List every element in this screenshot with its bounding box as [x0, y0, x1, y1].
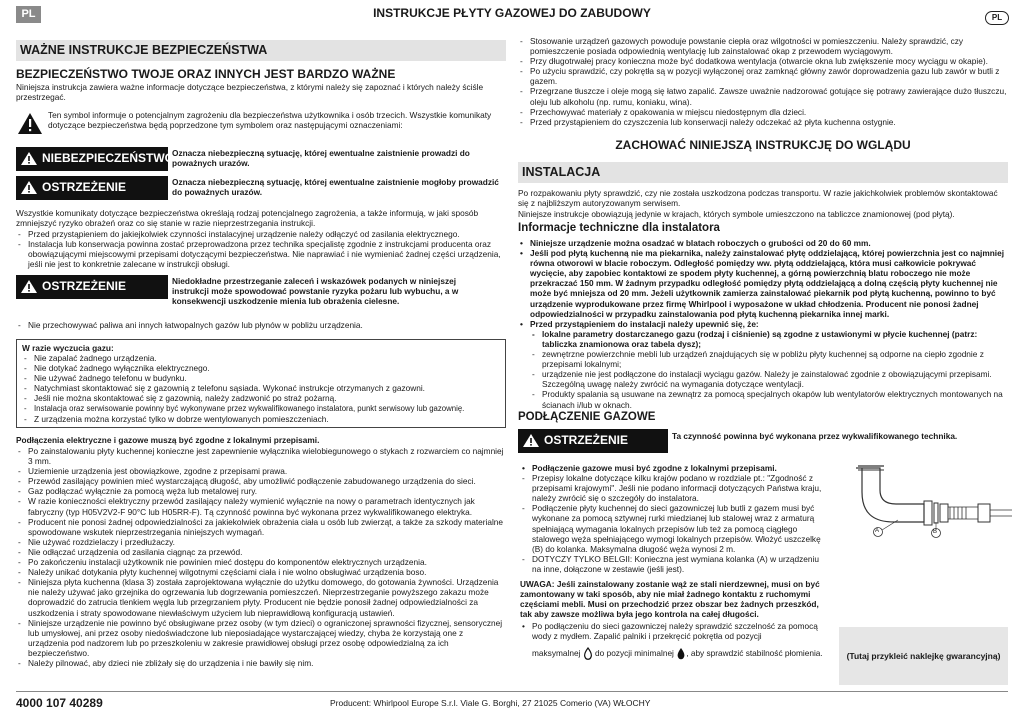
checklist [530, 329, 1008, 410]
list-item: - Uziemienie urządzenia jest obowiązkowe, zgodne z przepisami prawa. [16, 466, 506, 476]
list-item: - Nie używać rozdzielaczy i przedłużaczy. [16, 537, 506, 547]
list-item: - Z urządzenia można korzystać tylko w dobrze wentylowanych pomieszczeniach. [22, 414, 500, 424]
document-code: 4000 107 40289 [16, 696, 103, 710]
keep-instructions-heading: ZACHOWAĆ NINIEJSZĄ INSTRUKCJĘ DO WGLĄDU [615, 138, 911, 152]
danger-label-text: NIEBEZPIECZEŃSTWO [42, 151, 175, 165]
list-item: - Należy pilnować, aby dzieci nie zbliżały się do urządzenia i nie bawiły się nim. [16, 658, 506, 668]
leak-test-end: , aby sprawdzić stabilność płomienia. [686, 648, 823, 659]
list-item: - Gaz podłączać wyłącznie za pomocą węża lub metalowej rury. [16, 486, 506, 496]
list-item: - Przed przystąpieniem do czyszczenia lub konserwacji należy odczekać aż płyta kuchenna ostygnie. [518, 117, 1008, 127]
list-item [518, 319, 1008, 410]
list-item: - Przewód zasilający powinien mieć wystarczającą długość, aby umożliwić podłączenie zabudowanego urządzenia do sieci. [16, 476, 506, 486]
warning-label-text: OSTRZEŻENIE [42, 279, 127, 293]
list-item: - DOTYCZY TYLKO BELGII: Konieczna jest wymiana kolanka (A) w urządzeniu na inne, dołączone w zestawie (jeśli jest). [520, 554, 826, 574]
general-safety-list [518, 36, 1008, 127]
warning-description: Ta czynność powinna być wykonana przez wykwalifikowanego technika. [672, 431, 958, 441]
list-item: • Podłączenie gazowe musi być zgodne z lokalnymi przepisami. [520, 463, 826, 473]
list-item: - Jeśli nie można skontaktować się z gazownią, należy zadzwonić po straż pożarną. [22, 393, 500, 403]
leak-test-list [520, 621, 826, 662]
gas-elbow-diagram [838, 460, 1014, 540]
preinstall-list [16, 229, 506, 269]
safety-section-bar: WAŻNE INSTRUKCJE BEZPIECZEŃSTWA [16, 40, 506, 61]
list-item: - Instalacja lub konserwacja powinna zostać przeprowadzona przez technika specjalistę zgodnie z instrukcjami producenta oraz obowiązującymi miejscowymi przepisami dotyczącymi bezpieczeństwa. Nie naprawiać i nie wymieniać żadnej części urządzenia, jeśli nie jest to konkretnie zalecane w instrukcji obsługi. [16, 239, 506, 269]
footer-divider [16, 691, 1008, 692]
list-item: - Należy unikać dotykania płyty kuchennej wilgotnymi częściami ciała i nie wolno obsługiwać urządzenia boso. [16, 567, 506, 577]
list-item: - Przed przystąpieniem do jakiejkolwiek czynności instalacyjnej urządzenie należy odłączyć od zasilania elektrycznego. [16, 229, 506, 239]
list-item: - Nie używać żadnego telefonu w budynku. [22, 373, 500, 383]
warning-label [16, 176, 168, 200]
all-messages-paragraph: Wszystkie komunikaty dotyczące bezpieczeństwa określają rodzaj potencjalnego zagrożenia, a także informują, w jaki sposób zmniejszyć ryzyko obrażeń oraz co się stanie w razie nieprzestrzegania instrukcji. [16, 208, 479, 229]
list-item: - zewnętrzne powierzchnie mebli lub urządzeń znajdujących się w pobliżu płyty kuchennej są odporne na ciepło zgodnie z przepisami lokalnymi; [530, 349, 1008, 369]
list-item: - Nie odłączać urządzenia od zasilania ciągnąc za przewód. [16, 547, 506, 557]
warning-label [518, 429, 668, 453]
list-item: - Po zainstalowaniu płyty kuchennej konieczne jest zapewnienie wyłącznika wielobiegunowego o stykach z rozwarciem co najmniej 3 mm. [16, 446, 506, 466]
list-item: - Natychmiast skontaktować się z gazownią z telefonu sąsiada. Wykonać instrukcje otrzymanych z gazowni. [22, 383, 500, 393]
list-item: - W razie konieczności elektryczny przewód zasilający należy wymienić wyłącznie na nowy o parametrach identycznych jak fabryczny (typ H05V2V2-F 90°C lub H05RR-F). Tą czynność powinna być wykonana przez wykwalifikowanego elektryka. [16, 496, 506, 516]
warning-triangle-icon [20, 151, 38, 166]
no-store-list [16, 320, 506, 330]
list-item: - Po zakończeniu instalacji użytkownik nie powinien mieć dostępu do komponentów elektrycznych urządzenia. [16, 557, 506, 567]
list-item: - Nie dotykać żadnego wyłącznika elektrycznego. [22, 363, 500, 373]
electrical-list [16, 446, 506, 668]
list-item: - Przechowywać materiały z opakowania w miejscu niedostępnym dla dzieci. [518, 107, 1008, 117]
technical-info-heading: Informacje techniczne dla instalatora [518, 222, 720, 234]
list-item: - Niniejsze urządzenie nie powinno być obsługiwane przez osoby (w tym dzieci) o ograniczonej sprawności fizycznej, sensorycznej lub umysłowej, ani przez osoby niedoświadczone lub nieposiadające wystarczającej wiedzy, chyba że korzystają one z urządzenia pod nadzorem lub po przeszkoleniu w zakresie prawidłowej obsługi przez osobę odpowiedzialną za ich bezpieczeństwo. [16, 618, 506, 658]
gas-note: UWAGA: Jeśli zainstalowany zostanie wąż ze stali nierdzewnej, musi on być zamontowany w taki sposób, aby nie miał żadnego kontaktu z ruchomymi częściami mebli. Musi on przechodzić przez obszar bez żadnych przeszkód, tak aby zawsze możliwa była jego kontrola na całej długości. [520, 579, 820, 620]
installation-paragraph-countries: Niniejsze instrukcje obowiązują jedynie w krajach, których symbole umieszczono na tabliczce znamionowej (pod płytą). [518, 209, 955, 219]
danger-label [16, 147, 175, 171]
list-item: - Producent nie ponosi żadnej odpowiedzialności za jakiekolwiek obrażenia ciała u osób lub zwierząt, a także za szkody materialne spowodowane wskutek nieprzestrzegania niniejszych wymagań. [16, 517, 506, 537]
installation-section-bar: INSTALACJA [518, 162, 1008, 183]
warning-label [16, 275, 168, 299]
max-flame-icon [583, 647, 593, 661]
intro-paragraph: Niniejsza instrukcja zawiera ważne informacje dotyczące bezpieczeństwa, z którymi należy się zapoznać i których należy ściśle przestrzegać. [16, 82, 484, 103]
list-item: - Po użyciu sprawdzić, czy pokrętła są w pozycji wyłączonej oraz zamknąć główny zawór doprowadzenia gazu lub zawór w butli z gazem. [518, 66, 1008, 86]
min-flame-icon [676, 647, 686, 661]
list-item: • Niniejsze urządzenie można osadzać w blatach roboczych o grubości od 20 do 60 mm. [518, 238, 1008, 248]
electrical-heading: Podłączenia elektryczne i gazowe muszą być zgodne z lokalnymi przepisami. [16, 435, 320, 445]
gas-smell-list [22, 353, 500, 424]
warranty-sticker-area: (Tutaj przykleić naklejkę gwarancyjną) [839, 627, 1008, 685]
list-item: - Niniejsza płyta kuchenna (klasa 3) została zaprojektowana wyłącznie do użytku domowego, do gotowania żywności. Urządzenia nie należy używać jako grzejnika do ogrzewania lub dogrzewania pomieszczeń. Nieprzestrzeganie powyższego zakazu może doprowadzić do zatrucia tlenkiem węgla lub przegrzaniem płyty. Producent nie będzie ponosił żadnej odpowiedzialności za uszkodzenia i straty spowodowane niewłaściwym użyciem lub nieprawidłową konfiguracją ustawień. [16, 577, 506, 617]
list-item: - Instalacja oraz serwisowanie powinny być wykonywane przez wykwalifikowanego instalatora, punkt serwisowy lub gazownię. [22, 404, 500, 414]
installation-paragraph: Po rozpakowaniu płyty sprawdzić, czy nie została uszkodzona podczas transportu. W razie jakichkolwiek problemów skontaktować się z najbliższym autoryzowanym serwisem. [518, 188, 998, 209]
list-item: - Przepisy lokalne dotyczące kilku krajów podano w rozdziale pt.: "Zgodność z przepisami krajowymi". Jeśli nie podano informacji dotyczących Państwa kraju, należy zwrócić się o szczegóły do instalatora. [520, 473, 826, 503]
list-item: - lokalne parametry dostarczanego gazu (rodzaj i ciśnienie) są zgodne z ustawionymi w płycie kuchennej (patrz: tabliczka znamionowa oraz tabela dysz); [530, 329, 1008, 349]
language-oval: PL [985, 11, 1009, 25]
technical-info-list [518, 238, 1008, 410]
warning-triangle-icon [20, 180, 38, 195]
list-item: - Nie przechowywać paliwa ani innych łatwopalnych gazów lub płynów w pobliżu urządzenia. [16, 320, 506, 330]
leak-test-min-label: do pozycji minimalnej [595, 648, 674, 659]
warning-label-text: OSTRZEŻENIE [42, 180, 127, 194]
list-item: - Produkty spalania są usuwane na zewnątrz za pomocą specjalnych okapów lub wentylatorów elektrycznych montowanych na ścianach i/lub w oknach. [530, 389, 1008, 409]
list-item: • Jeśli pod płytą kuchenną nie ma piekarnika, należy zainstalować płytę oddzielającą, której powierzchnia jest co najmniej równa otworowi w blacie roboczym. Odległość pomiędzy ww. płytą oddzielającą, która musi całkowicie pokrywać wycięcie, aby zapobiec kontaktowi ze spodem płyty kuchennej, a górną powierzchnią blatu roboczego nie może przekraczać 150 mm. W żadnym przypadku odległość pomiędzy płytą oddzielającą a dolną częścią płyty kuchennej nie może być mniejsza od 20 mm. Jeżeli użytkownik zamierza zainstalować piekarnik pod płytą kuchenną, powinno to być urządzenie wyprodukowane przez firmę Whirlpool i wyposażone w układ chłodzenia. Producent nie ponosi żadnej odpowiedzialności w przypadku zainstalowania pod płytą kuchenną piekarnika innej marki. [518, 248, 1008, 319]
list-item: - Nie zapalać żadnego urządzenia. [22, 353, 500, 363]
page-title: INSTRUKCJE PŁYTY GAZOWEJ DO ZABUDOWY [373, 6, 651, 20]
danger-description: Oznacza niebezpieczną sytuację, której ewentualne zaistnienie prowadzi do poważnych urazów. [172, 148, 470, 169]
warning-triangle-icon [17, 112, 43, 137]
leak-test-max-label: maksymalnej [532, 648, 581, 659]
leak-test-text: Po podłączeniu do sieci gazowniczej należy sprawdzić szczelność za pomocą wody z mydłem. Zapalić palniki i przekręcić pokrętła od pozycji [532, 621, 818, 642]
warning-description: Oznacza niebezpieczną sytuację, której ewentualne zaistnienie mogłoby prowadzić do poważnych urazów. [172, 177, 499, 198]
symbol-description: Ten symbol informuje o potencjalnym zagrożeniu dla bezpieczeństwa użytkownika i osób trzecich. Wszystkie komunikaty dotyczące bezpieczeństwa będą poprzedzone tym symbolem oraz następującymi oznaczeniami: [48, 110, 492, 131]
warning-triangle-icon [522, 433, 540, 448]
list-item [520, 621, 826, 662]
gas-connection-list [520, 463, 826, 574]
figure-label-a: A [875, 528, 880, 534]
list-item: - Przy długotrwałej pracy konieczna może być dodatkowa wentylacja (otwarcie okna lub zwiększenie mocy wyciągu w okapie). [518, 56, 1008, 66]
producer-info: Producent: Whirlpool Europe S.r.l. Viale G. Borghi, 27 21025 Comerio (VA) WŁOCHY [330, 698, 651, 708]
safety-heading: BEZPIECZEŃSTWO TWOJE ORAZ INNYCH JEST BARDZO WAŻNE [16, 67, 396, 81]
warning-triangle-icon [20, 279, 38, 294]
warning-label-text: OSTRZEŻENIE [544, 433, 629, 447]
figure-label-b: B [933, 529, 938, 535]
warning-description: Niedokładne przestrzeganie zaleceń i wskazówek podanych w niniejszej instrukcji może spowodować powstanie ryzyka pożaru lub wybuchu, a w konsekwencji uszkodzenie mienia lub obrażenia cielesne. [172, 276, 459, 307]
list-item: - Podłączenie płyty kuchennej do sieci gazowniczej lub butli z gazem musi być wykonane za pomocą sztywnej rurki miedzianej lub stalowej wraz z armaturą spełniającą wymagania lokalnych przepisów lub też za pomocą ciągłego stalowego węża spełniającego wymogi lokalnych przepisów. Włożyć uszczelkę (B) do kolanka. Maksymalna długość węża wynosi 2 m. [520, 503, 826, 553]
gas-smell-box [16, 339, 506, 428]
list-item: - Stosowanie urządzeń gazowych powoduje powstanie ciepła oraz wilgotności w pomieszczeniu. Należy sprawdzić, czy pomieszczenie posiada odpowiednią wentylację lub zainstalować okap z przewodem wyciągowym. [518, 36, 1008, 56]
elbow-fitting-icon [838, 460, 1014, 540]
list-item: - urządzenie nie jest podłączone do instalacji wyciągu gazów. Należy je zainstalować zgodnie z obowiązującymi przepisami. Szczególną uwagę należy zwrócić na wymagania dotyczące wentylacji. [530, 369, 1008, 389]
list-item-text: Przed przystąpieniem do instalacji należy upewnić się, że: [530, 318, 759, 329]
gas-connection-heading: PODŁĄCZENIE GAZOWE [518, 411, 656, 423]
list-item: - Przegrzane tłuszcze i oleje mogą się łatwo zapalić. Zawsze uważnie nadzorować gotujące się potrawy zawierające dużo tłuszczu, oleju lub alkoholu (np. rumu, koniaku, wina). [518, 86, 1008, 106]
gas-smell-title: W razie wyczucia gazu: [22, 343, 114, 353]
language-tag: PL [16, 6, 41, 23]
